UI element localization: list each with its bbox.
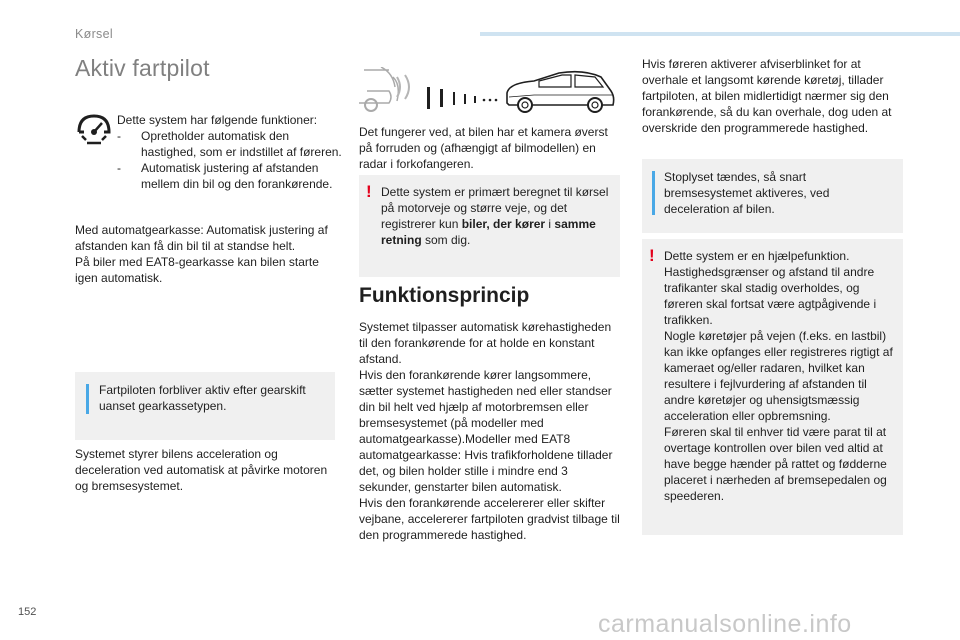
principle-paragraph: Systemet tilpasser automatisk kørehastigheden til den forankørende for at holde en konstant afstand. Hvis den forankørende kører langsommere, sætter systemet hastigheden ned eller standser din bil helt ved hjælp af motorbremsen eller bremsesystemet (på modeller med automatgearkasse).Modeller med EAT8 automatgearkasse: Hvis trafikforholdene tillader det, og bilen holder stille i mindre end 3 sekunder, genstarter bilen automatisk. Hvis den forankørende accelererer eller skifter vejbane, accelererer fartpiloten gradvist tilbage til den programmerede hastighed. <box>359 320 620 542</box>
info-note: Fartpiloten forbliver aktiv efter gearskift uanset gearkassetypen. <box>99 383 306 413</box>
info-bar <box>86 384 89 414</box>
watermark: carmanualsonline.info <box>598 610 852 638</box>
warning-text-part: som dig. <box>421 233 471 247</box>
section-title: Funktionsprincip <box>359 284 530 307</box>
system-paragraph: Systemet styrer bilens acceleration og deceleration ved automatisk at påvirke motoren og bremsesystemet. <box>75 447 328 493</box>
camera-paragraph: Det fungerer ved, at bilen har et kamera øverst på forruden og (afhængigt af bilmodellen) en radar i forkofangeren. <box>359 125 608 171</box>
bullet-marker: - <box>117 129 121 143</box>
warning-bold-text: biler, der kører <box>461 217 546 231</box>
section-header: Kørsel <box>75 27 113 41</box>
info-box <box>75 372 335 440</box>
list-item <box>117 128 342 160</box>
bullet-text: Automatisk justering af afstanden mellem din bil og den forankørende. <box>141 161 333 191</box>
warning-text-part: i <box>545 217 555 231</box>
speedometer-icon <box>75 110 113 146</box>
auto-gear-paragraph: Med automatgearkasse: Automatisk justering af afstanden kan få din bil til at standse helt. På biler med EAT8-gearkasse kan bilen starte igen automatisk. <box>75 223 328 285</box>
warning-text-part: Dette system er primært beregnet til kørsel på motorveje og større veje, og det registrerer kun <box>381 185 609 231</box>
page-title: Aktiv fartpilot <box>75 55 210 81</box>
bullet-text: Opretholder automatisk den hastighed, som er indstillet af føreren. <box>141 129 342 159</box>
bullet-marker: - <box>117 161 121 175</box>
warning-box <box>359 175 620 277</box>
cars-radar-illustration <box>359 67 621 115</box>
list-item <box>117 160 342 192</box>
info-box <box>642 159 903 233</box>
warning-box <box>642 239 903 535</box>
header-bar <box>480 32 960 36</box>
features-intro: Dette system har følgende funktioner: <box>117 113 318 127</box>
warning-icon: ! <box>366 182 372 201</box>
warning-text: Dette system er en hjælpefunktion. Hastighedsgrænser og afstand til andre trafikanter skal stadig overholdes, og føreren skal fortsat være agtpågivende i trafikken. Nogle køretøjer på vejen (f.eks. en lastbil) kan ikke opfanges eller registreres rigtigt af kameraet og/eller radaren, hvilket kan resultere i fejlvurdering af afstanden til andre køretøjer og uhensigtsmæssig acceleration eller opbremsning. Føreren skal til enhver tid være parat til at overtage kontrollen over bilen ved altid at have begge hænder på rattet og fødderne placeret i nærheden af bremsepedalen og speederen. <box>664 249 893 503</box>
warning-bold-text: samme retning <box>381 217 596 247</box>
warning-icon: ! <box>649 246 655 265</box>
warning-text <box>381 184 613 248</box>
info-bar <box>652 171 655 215</box>
info-note: Stoplyset tændes, så snart bremsesystemet aktiveres, ved deceleration af bilen. <box>664 170 830 216</box>
overtake-paragraph: Hvis føreren aktiverer afviserblinket for at overhale et langsomt kørende køretøj, tillader fartpiloten, at bilen midlertidigt nærmer sig den forankørende, så du kan overhale, dog uden at overskride den programmerede hastighed. <box>642 57 892 135</box>
page-number: 152 <box>18 606 37 618</box>
